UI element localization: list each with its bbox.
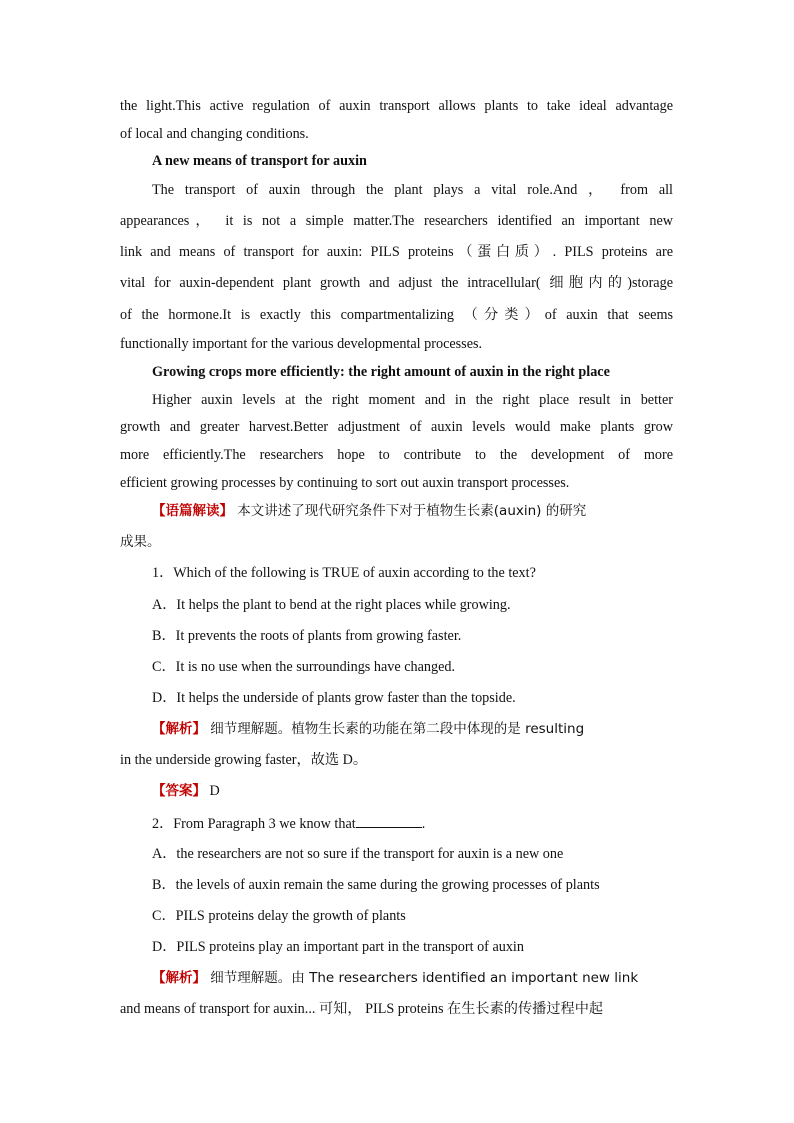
analysis-1 bbox=[152, 719, 673, 739]
text-line: growth and greater harvest.Better adjustment of auxin levels would make plants grow bbox=[120, 419, 673, 435]
text-line: efficient growing processes by continuing to sort out auxin transport processes. bbox=[120, 475, 570, 491]
text-line: of local and changing conditions. bbox=[120, 126, 309, 142]
analysis-tag: 【解析】 bbox=[152, 970, 206, 986]
option-b: B．the levels of auxin remain the same during the growing processes of plants bbox=[152, 877, 600, 893]
text-line: more efficiently.The researchers hope to contribute to the development of more bbox=[120, 447, 673, 463]
option-b: B．It prevents the roots of plants from growing faster. bbox=[152, 628, 462, 644]
option-c: C．PILS proteins delay the growth of plants bbox=[152, 908, 406, 924]
question-2-end: . bbox=[421, 816, 426, 832]
answer-blank bbox=[356, 813, 422, 828]
text-line: of the hormone.It is exactly this compartmentalizing （分类）of auxin that seems bbox=[120, 307, 673, 323]
answer-1 bbox=[152, 781, 673, 801]
text-line: The transport of auxin through the plant plays a vital role.And ， from all bbox=[152, 182, 673, 198]
option-a: A．the researchers are not so sure if the transport for auxin is a new one bbox=[152, 846, 564, 862]
text-line: 成果。 bbox=[120, 534, 161, 550]
text-line: the light.This active regulation of auxin transport allows plants to take ideal advantage bbox=[120, 98, 673, 114]
analysis-text: 细节理解题。由 The researchers identified an important new link bbox=[206, 970, 639, 986]
text-line: in the underside growing faster，故选 D。 bbox=[120, 752, 368, 768]
summary-text: 本文讲述了现代研究条件下对于植物生长素(auxin) 的研究 bbox=[233, 503, 587, 519]
answer-text: D bbox=[206, 783, 220, 799]
passage-summary bbox=[152, 501, 673, 521]
option-d: D．It helps the underside of plants grow faster than the topside. bbox=[152, 690, 516, 706]
text-line: link and means of transport for auxin: PILS proteins（蛋白质）. PILS proteins are bbox=[120, 244, 673, 260]
text-line: Higher auxin levels at the right moment and in the right place result in better bbox=[152, 392, 673, 408]
section-heading: Growing crops more efficiently: the right amount of auxin in the right place bbox=[152, 364, 610, 380]
option-d: D．PILS proteins play an important part in the transport of auxin bbox=[152, 939, 524, 955]
summary-tag: 【语篇解读】 bbox=[152, 503, 233, 519]
analysis-tag: 【解析】 bbox=[152, 721, 206, 737]
option-a: A．It helps the plant to bend at the right places while growing. bbox=[152, 597, 511, 613]
question-2-text: 2．From Paragraph 3 we know that bbox=[152, 816, 356, 832]
analysis-text: 细节理解题。植物生长素的功能在第二段中体现的是 resulting bbox=[206, 721, 585, 737]
option-c: C．It is no use when the surroundings have changed. bbox=[152, 659, 456, 675]
text-line: functionally important for the various developmental processes. bbox=[120, 336, 483, 352]
text-line: appearances， it is not a simple matter.The researchers identified an important new bbox=[120, 213, 673, 229]
text-line: and means of transport for auxin... 可知， PILS proteins 在生长素的传播过程中起 bbox=[120, 1001, 604, 1017]
answer-tag: 【答案】 bbox=[152, 783, 206, 799]
section-heading: A new means of transport for auxin bbox=[152, 153, 367, 169]
question-1: 1．Which of the following is TRUE of auxin according to the text? bbox=[152, 565, 536, 581]
text-line: vital for auxin-dependent plant growth and adjust the intracellular( 细胞内的)storage bbox=[120, 275, 673, 291]
analysis-2 bbox=[152, 968, 673, 988]
question-2 bbox=[152, 813, 673, 834]
